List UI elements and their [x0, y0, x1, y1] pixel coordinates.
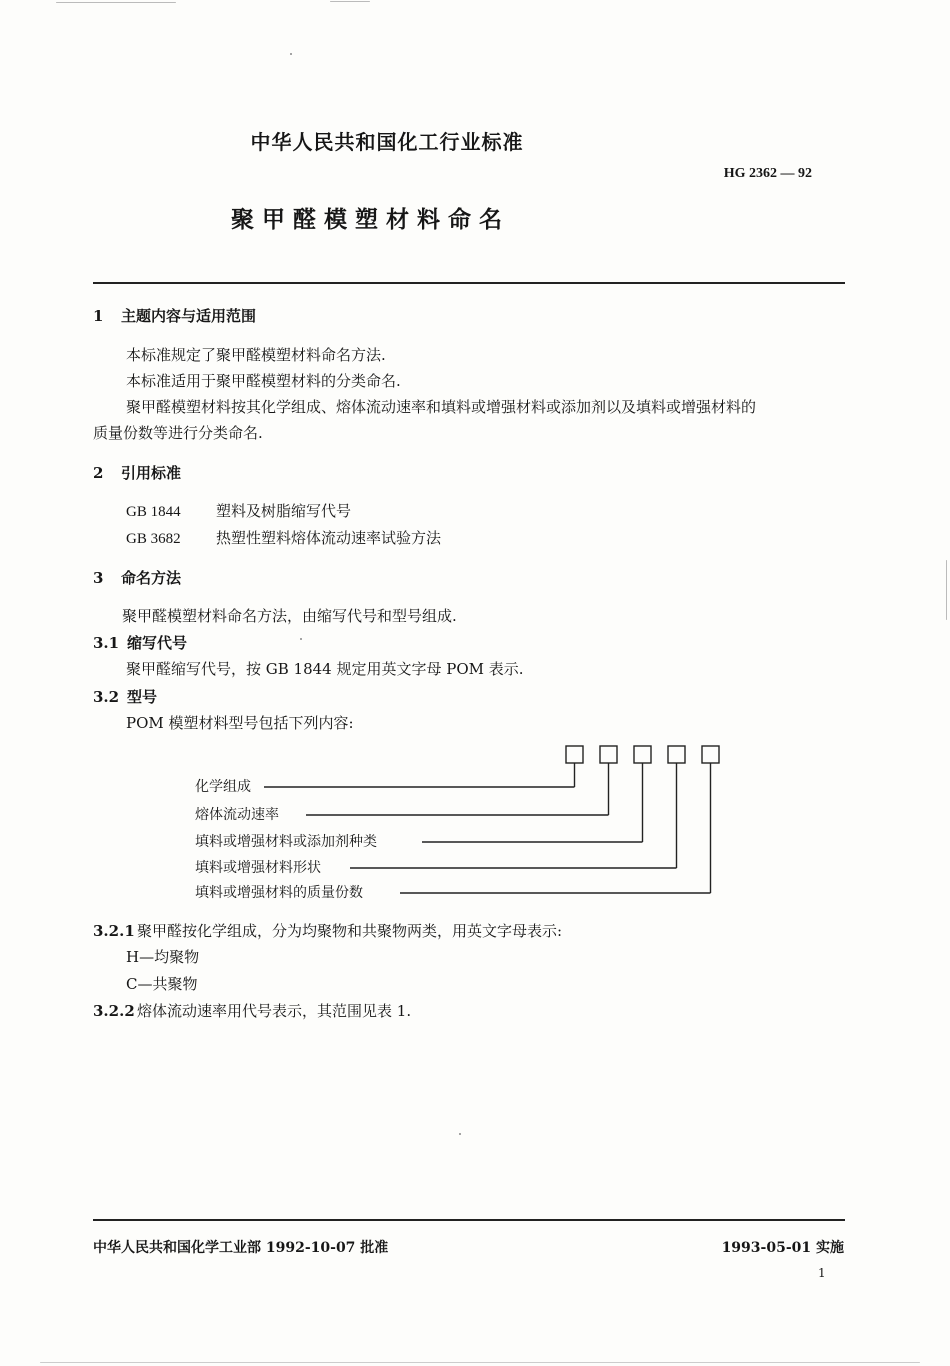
section-3-1-heading: 3.1 缩写代号 [93, 634, 188, 652]
reference-item: GB 1844 塑料及树脂缩写代号 [126, 502, 352, 520]
section-3-2-text: POM 模塑材料型号包括下列内容: [126, 714, 354, 732]
issuing-organization: 中华人民共和国化工行业标准 [250, 130, 524, 154]
footer-rule [93, 1219, 845, 1221]
code-box-4 [668, 746, 685, 763]
scan-speck [290, 53, 292, 55]
scan-edge-mark [946, 560, 947, 620]
reference-item: GB 3682 热塑性塑料熔体流动速率试验方法 [126, 529, 442, 547]
section-2-heading: 2 引用标准 [93, 464, 182, 482]
code-box-1 [566, 746, 583, 763]
section-3-1-text: 聚甲醛缩写代号，按 GB 1844 规定用英文字母 POM 表示. [126, 660, 524, 678]
scan-speck [300, 638, 302, 640]
section-3-intro: 聚甲醛模塑材料命名方法，由缩写代号和型号组成. [122, 607, 457, 625]
effective-date: 1993-05-01 实施 [721, 1240, 844, 1256]
section-1-para-3-line-2: 质量份数等进行分类命名. [93, 424, 263, 442]
page-number: 1 [818, 1266, 826, 1280]
diagram-label-filler-shape: 填料或增强材料形状 [195, 860, 321, 876]
code-box-2 [600, 746, 617, 763]
diagram-label-melt-flow-rate: 熔体流动速率 [195, 807, 279, 823]
section-1-para-3-line-1: 聚甲醛模塑材料按其化学组成、熔体流动速率和填料或增强材料或添加剂以及填料或增强材料的 [126, 398, 757, 416]
scan-edge-mark [56, 2, 176, 3]
document-title: 聚甲醛模塑材料命名 [231, 206, 510, 233]
code-box-5 [702, 746, 719, 763]
section-1-para-2: 本标准适用于聚甲醛模塑材料的分类命名. [126, 372, 401, 390]
diagram-label-chemical-composition: 化学组成 [195, 779, 251, 795]
section-3-heading: 3 命名方法 [93, 569, 182, 587]
section-3-2-2: 3.2.2 熔体流动速率用代号表示，其范围见表 1. [93, 1002, 412, 1020]
code-box-3 [634, 746, 651, 763]
section-1-heading: 1 主题内容与适用范围 [93, 307, 257, 325]
standard-code: HG 2362 — 92 [723, 166, 812, 181]
code-copolymer: C—共聚物 [126, 975, 198, 993]
section-3-2-heading: 3.2 型号 [93, 688, 158, 706]
code-homopolymer: H—均聚物 [126, 948, 200, 966]
scan-edge-mark [40, 1362, 920, 1363]
diagram-label-filler-mass-fraction: 填料或增强材料的质量份数 [195, 885, 363, 901]
scan-speck [459, 1133, 461, 1135]
approval-line: 中华人民共和国化学工业部 1992-10-07 批准 [93, 1240, 389, 1256]
section-3-2-1: 3.2.1 聚甲醛按化学组成，分为均聚物和共聚物两类，用英文字母表示: [93, 922, 563, 940]
scan-edge-mark [330, 1, 370, 2]
section-1-para-1: 本标准规定了聚甲醛模塑材料命名方法. [126, 346, 386, 364]
diagram-label-filler-type: 填料或增强材料或添加剂种类 [195, 834, 377, 850]
